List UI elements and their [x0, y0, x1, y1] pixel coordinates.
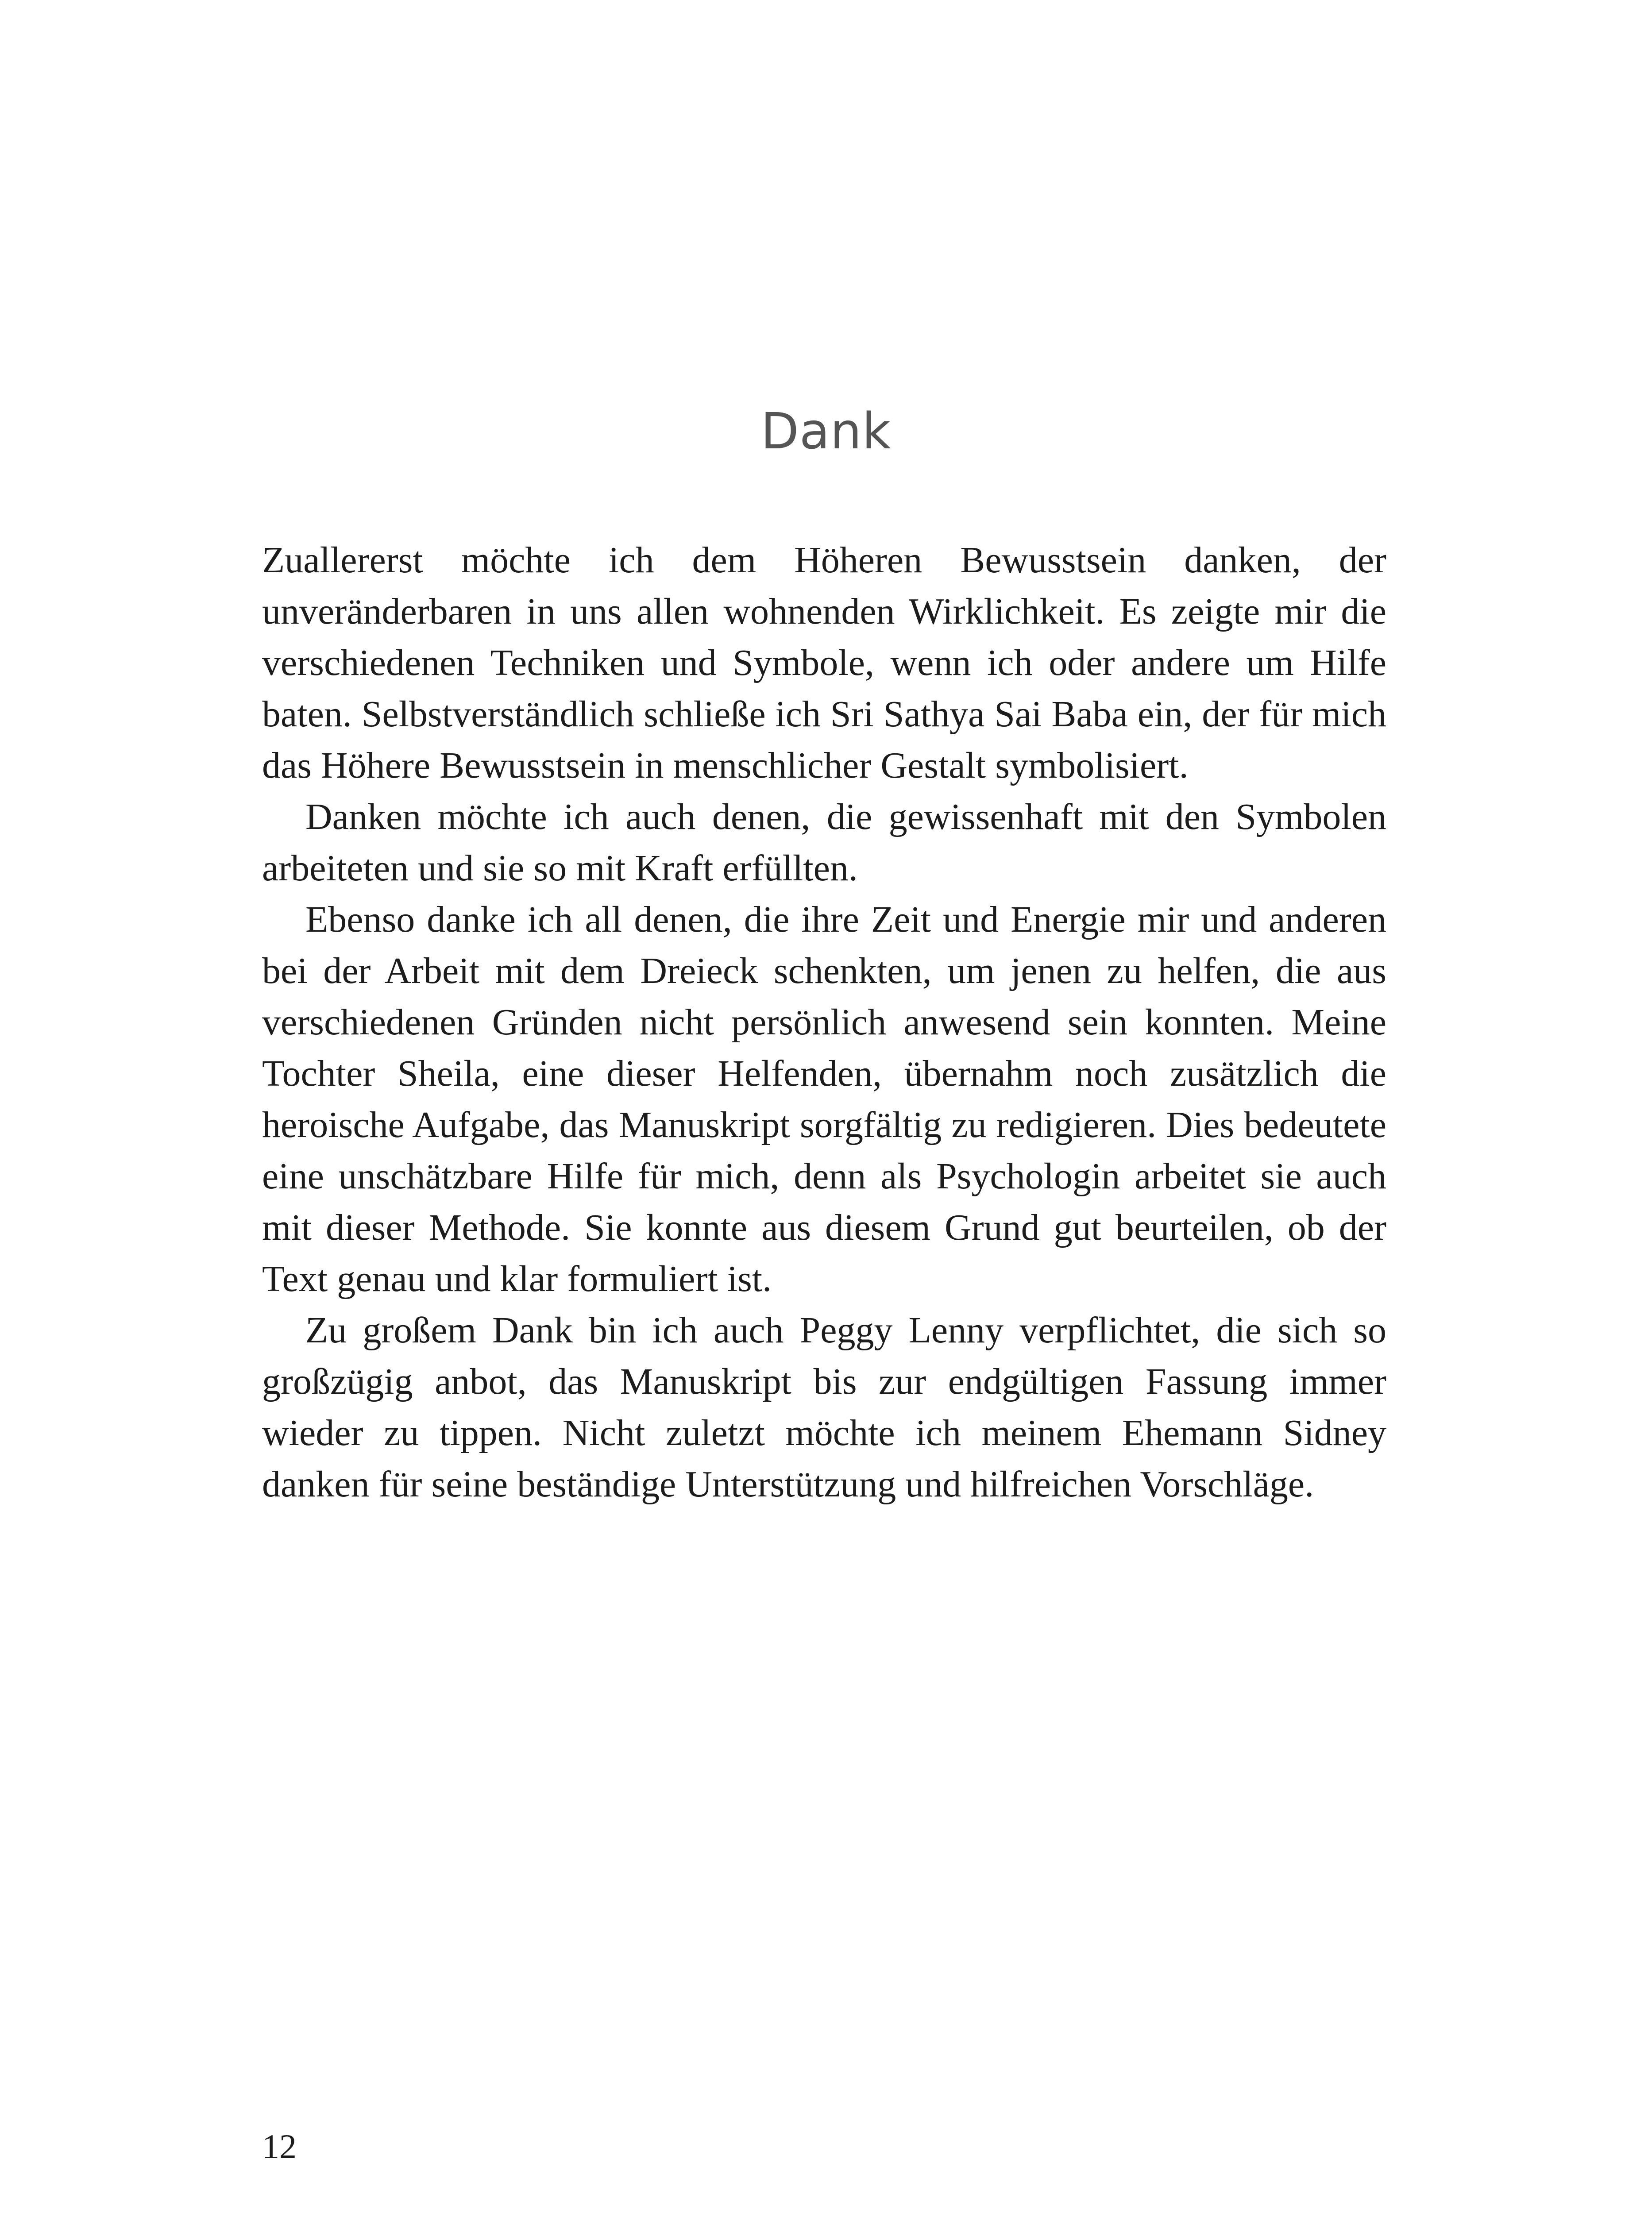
- page-number: 12: [262, 2127, 297, 2166]
- page-title: Dank: [760, 403, 892, 460]
- paragraph-1: Zuallererst möchte ich dem Höheren Bewusstsein danken, der unveränderbaren in uns allen wohnenden Wirklichkeit. Es zeigte mir die verschiedenen Techniken und Symbole, wenn ich oder andere um Hilfe baten. Selbstverständlich schließe ich Sri Sathya Sai Baba ein, der für mich das Höhere Bewusstsein in menschlicher Gestalt symbolisiert.: [262, 540, 1386, 786]
- paragraph-2: Danken möchte ich auch denen, die gewissenhaft mit den Symbolen arbeiteten und sie so mit Kraft erfüllten.: [262, 796, 1386, 889]
- paragraph-4: Zu großem Dank bin ich auch Peggy Lenny verpflichtet, die sich so großzügig anbot, das Manuskript bis zur endgültigen Fassung immer wieder zu tippen. Nicht zuletzt möchte ich meinem Ehemann Sidney danken für seine beständige Unterstützung und hilfreichen Vorschläge.: [262, 1310, 1386, 1505]
- acknowledgements-text: [262, 535, 1386, 1510]
- paragraph-3: Ebenso danke ich all denen, die ihre Zeit und Energie mir und anderen bei der Arbeit mit dem Dreieck schenkten, um jenen zu helfen, die aus verschiedenen Gründen nicht persönlich anwesend sein konnten. Meine Tochter Sheila, eine dieser Helfenden, übernahm noch zusätzlich die heroische Aufgabe, das Manuskript sorgfältig zu redigieren. Dies bedeutete eine unschätzbare Hilfe für mich, denn als Psychologin arbeitet sie auch mit dieser Methode. Sie konnte aus diesem Grund gut beurteilen, ob der Text genau und klar formuliert ist.: [262, 899, 1386, 1299]
